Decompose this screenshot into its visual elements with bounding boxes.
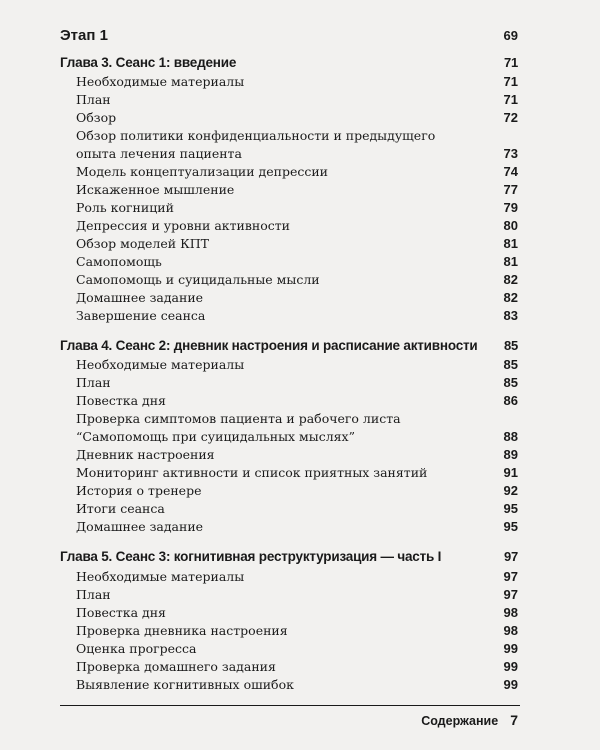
entry-title: Выявление когнитивных ошибок xyxy=(76,677,294,692)
toc-entry xyxy=(0,392,600,410)
toc-entry xyxy=(0,127,600,145)
toc-entry xyxy=(0,604,600,622)
chapter-page: 85 xyxy=(503,338,518,353)
toc-entry xyxy=(0,73,600,91)
toc-entry xyxy=(0,622,600,640)
entry-page: 98 xyxy=(503,623,518,638)
toc-entry xyxy=(0,446,600,464)
entry-title: Завершение сеанса xyxy=(76,308,206,323)
chapter-title: Глава 3. Сеанс 1: введение xyxy=(60,55,237,70)
entry-page: 97 xyxy=(503,587,518,602)
page-footer xyxy=(421,711,518,729)
toc-stage-heading xyxy=(0,26,600,46)
entry-page: 89 xyxy=(503,447,518,462)
toc-entry xyxy=(0,568,600,586)
entry-page: 95 xyxy=(503,501,518,516)
toc-entry xyxy=(0,676,600,694)
entry-title: Самопомощь xyxy=(76,254,162,269)
toc-entry xyxy=(0,500,600,518)
entry-title: Самопомощь и суицидальные мысли xyxy=(76,272,320,287)
entry-page: 80 xyxy=(503,218,518,233)
entry-page: 85 xyxy=(503,375,518,390)
entry-page: 99 xyxy=(503,659,518,674)
chapter-title: Глава 4. Сеанс 2: дневник настроения и расписание активности xyxy=(60,338,478,353)
toc-entry xyxy=(0,145,600,163)
toc-entry xyxy=(0,464,600,482)
entry-page: 98 xyxy=(503,605,518,620)
toc-entry xyxy=(0,181,600,199)
entry-page: 99 xyxy=(503,641,518,656)
toc-entry xyxy=(0,235,600,253)
entry-title: Оценка прогресса xyxy=(76,641,197,656)
entry-page: 99 xyxy=(503,677,518,692)
entry-page: 77 xyxy=(503,182,518,197)
entry-title: Необходимые материалы xyxy=(76,569,245,584)
toc-entry xyxy=(0,640,600,658)
toc-entry xyxy=(0,271,600,289)
entry-title: Обзор моделей КПТ xyxy=(76,236,209,251)
entry-title: Проверка домашнего задания xyxy=(76,659,276,674)
toc-entry xyxy=(0,109,600,127)
toc-entry xyxy=(0,217,600,235)
entry-title: Итоги сеанса xyxy=(76,501,165,516)
entry-title: Необходимые материалы xyxy=(76,74,245,89)
entry-title: Депрессия и уровни активности xyxy=(76,218,290,233)
entry-page: 92 xyxy=(503,483,518,498)
entry-title: План xyxy=(76,92,111,107)
toc-entry xyxy=(0,586,600,604)
entry-title: Дневник настроения xyxy=(76,447,215,462)
toc-entry xyxy=(0,253,600,271)
toc-entry xyxy=(0,163,600,181)
entry-title: Мониторинг активности и список приятных занятий xyxy=(76,465,428,480)
entry-page: 83 xyxy=(503,308,518,323)
page-number: 7 xyxy=(510,712,518,728)
stage-page: 69 xyxy=(503,28,518,43)
entry-title: Обзор политики конфиденциальности и предыдущего xyxy=(76,128,436,143)
entry-page: 74 xyxy=(503,164,518,179)
toc-entry xyxy=(0,410,600,428)
entry-title: План xyxy=(76,587,111,602)
toc-entry xyxy=(0,199,600,217)
toc-chapter-heading xyxy=(0,547,600,567)
entry-title: Повестка дня xyxy=(76,605,166,620)
entry-title: Повестка дня xyxy=(76,393,166,408)
toc-entry xyxy=(0,307,600,325)
entry-title: Обзор xyxy=(76,110,117,125)
stage-title: Этап 1 xyxy=(60,27,108,44)
toc-entry xyxy=(0,658,600,676)
chapter-page: 97 xyxy=(503,549,518,564)
entry-title: Необходимые материалы xyxy=(76,357,245,372)
toc-entry xyxy=(0,356,600,374)
entry-page: 82 xyxy=(503,290,518,305)
footer-rule xyxy=(60,705,520,706)
toc-entry xyxy=(0,518,600,536)
entry-title: Домашнее задание xyxy=(76,519,204,534)
entry-title: Проверка дневника настроения xyxy=(76,623,288,638)
entry-page: 71 xyxy=(503,74,518,89)
entry-page: 72 xyxy=(503,110,518,125)
entry-page: 79 xyxy=(503,200,518,215)
entry-page: 82 xyxy=(503,272,518,287)
toc-entry xyxy=(0,482,600,500)
entry-page: 85 xyxy=(503,357,518,372)
footer-label: Содержание xyxy=(421,714,499,728)
entry-page: 91 xyxy=(503,465,518,480)
entry-title: опыта лечения пациента xyxy=(76,146,242,161)
chapter-title: Глава 5. Сеанс 3: когнитивная реструктуризация — часть I xyxy=(60,549,442,564)
entry-page: 73 xyxy=(503,146,518,161)
entry-page: 88 xyxy=(503,429,518,444)
entry-title: Проверка симптомов пациента и рабочего листа xyxy=(76,411,401,426)
entry-title: Роль когниций xyxy=(76,200,174,215)
toc-chapter-heading xyxy=(0,53,600,73)
entry-page: 86 xyxy=(503,393,518,408)
entry-title: История о тренере xyxy=(76,483,202,498)
entry-page: 71 xyxy=(503,92,518,107)
toc-entry xyxy=(0,374,600,392)
entry-title: План xyxy=(76,375,111,390)
entry-title: Искаженное мышление xyxy=(76,182,235,197)
entry-page: 81 xyxy=(503,236,518,251)
entry-title: Домашнее задание xyxy=(76,290,204,305)
toc-entry xyxy=(0,91,600,109)
entry-page: 81 xyxy=(503,254,518,269)
entry-page: 95 xyxy=(503,519,518,534)
toc-entry xyxy=(0,289,600,307)
entry-page: 97 xyxy=(503,569,518,584)
chapter-page: 71 xyxy=(503,55,518,70)
toc-entry xyxy=(0,428,600,446)
toc-chapter-heading xyxy=(0,336,600,356)
entry-title: “Самопомощь при суицидальных мыслях” xyxy=(76,429,355,444)
entry-title: Модель концептуализации депрессии xyxy=(76,164,329,179)
